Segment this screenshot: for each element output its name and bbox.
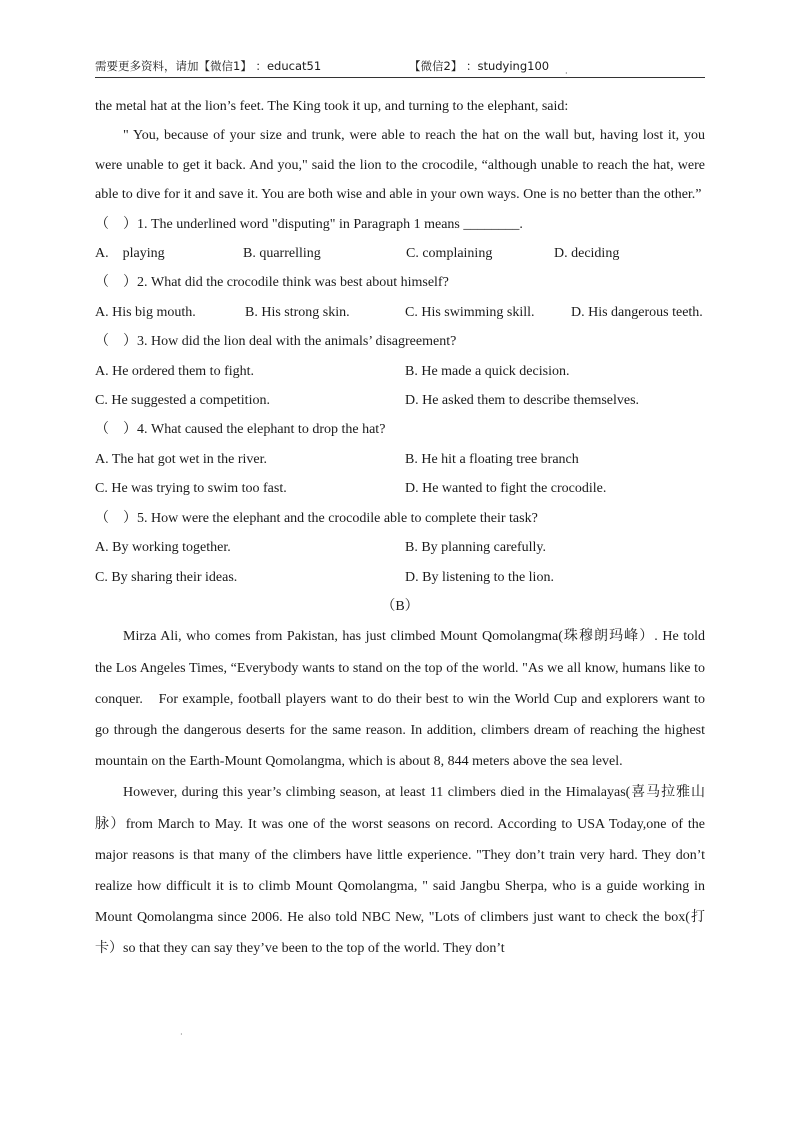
question-2-stem: （ ）2. What did the crocodile think was best about himself?: [95, 275, 449, 291]
question-1-stem: （ ）1. The underlined word "disputing" in Paragraph 1 means ________.: [95, 216, 523, 232]
question-1-options: [95, 239, 705, 268]
question-2-option-c: C. His swimming skill.: [405, 304, 535, 320]
question-5-stem: （ ）5. How were the elephant and the crocodile able to complete their task?: [95, 510, 538, 526]
question-3-option-d: D. He asked them to describe themselves.: [405, 393, 640, 409]
passage-b-paragraph-1: Mirza Ali, who comes from Pakistan, has just climbed Mount Qomolangma(珠穆朗玛峰）. He told the Los Angeles Times, “Everybody wants to stand on the top of the world. "As we all know, humans like to conquer. For example, football players want to do their best to win the World Cup and explorers want to go through the dangerous deserts for the same reason. In addition, climbers dream of reaching the highest mountain on the Earth-Mount Qomolangma, which is about 8, 844 meters above the sea level.: [95, 629, 705, 770]
question-1-option-c: C. complaining: [406, 246, 493, 262]
page-content: [95, 92, 705, 965]
question-5-options-cd: [95, 563, 705, 592]
question-4-option-d: D. He wanted to fight the crocodile.: [405, 481, 607, 497]
question-3-options-cd: [95, 386, 705, 415]
question-5-option-d: D. By listening to the lion.: [405, 569, 554, 585]
footer-dot: ·: [180, 1030, 183, 1039]
question-4-options-ab: [95, 445, 705, 474]
header-contact-1: 需要更多资料，请加【微信1】 ：educat51: [95, 59, 322, 73]
question-2-option-a: A. His big mouth.: [95, 304, 196, 320]
question-4-stem: （ ）4. What caused the elephant to drop the hat?: [95, 422, 386, 438]
question-5-option-b: B. By planning carefully.: [405, 540, 547, 556]
question-3-option-a: A. He ordered them to fight.: [95, 363, 255, 379]
section-b-label: （B）: [381, 598, 419, 614]
question-5-option-a: A. By working together.: [95, 540, 231, 556]
passage-a-continuation: the metal hat at the lion’s feet. The King took it up, and turning to the elephant, said:: [95, 99, 569, 114]
question-5-options-ab: [95, 533, 705, 562]
question-2-option-b: B. His strong skin.: [245, 304, 350, 320]
passage-a-paragraph: " You, because of your size and trunk, were able to reach the hat on the wall but, having lost it, you were unable to get it back. And you," said the lion to the crocodile, “although unable to reach the hat, were able to dive for it and save it. You are both wise and able in your own ways. One is no better than the other.”: [95, 128, 705, 203]
question-4-option-c: C. He was trying to swim too fast.: [95, 481, 287, 497]
question-1-option-b: B. quarrelling: [243, 246, 321, 262]
page-header: [95, 55, 705, 78]
question-4-option-a: A. The hat got wet in the river.: [95, 451, 267, 467]
header-contact-2: 【微信2】 ：studying100: [409, 59, 550, 73]
question-3-stem: （ ）3. How did the lion deal with the animals’ disagreement?: [95, 334, 457, 350]
question-3-option-b: B. He made a quick decision.: [405, 363, 570, 379]
question-2-options: [95, 298, 705, 327]
question-1-option-a: A. playing: [95, 246, 165, 262]
question-3-options-ab: [95, 357, 705, 386]
question-5-option-c: C. By sharing their ideas.: [95, 569, 238, 585]
question-4-option-b: B. He hit a floating tree branch: [405, 451, 579, 467]
question-2-option-d: D. His dangerous teeth.: [571, 304, 703, 320]
header-dot: ·: [565, 69, 568, 78]
question-4-options-cd: [95, 474, 705, 503]
question-1-option-d: D. deciding: [554, 246, 620, 262]
question-3-option-c: C. He suggested a competition.: [95, 393, 270, 409]
passage-b-paragraph-2: However, during this year’s climbing season, at least 11 climbers died in the Himalayas(喜马拉雅山脉）from March to May. It was one of the worst seasons on record. According to USA Today,one of the major reasons is that many of the climbers have little experience. "They don’t train very hard. They don’t realize how difficult it is to climb Mount Qomolangma, " said Jangbu Sherpa, who is a guide working in Mount Qomolangma since 2006. He also told NBC New, "Lots of climbers just want to check the box(打卡）so that they can say they’ve been to the top of the world. They don’t: [95, 785, 705, 957]
